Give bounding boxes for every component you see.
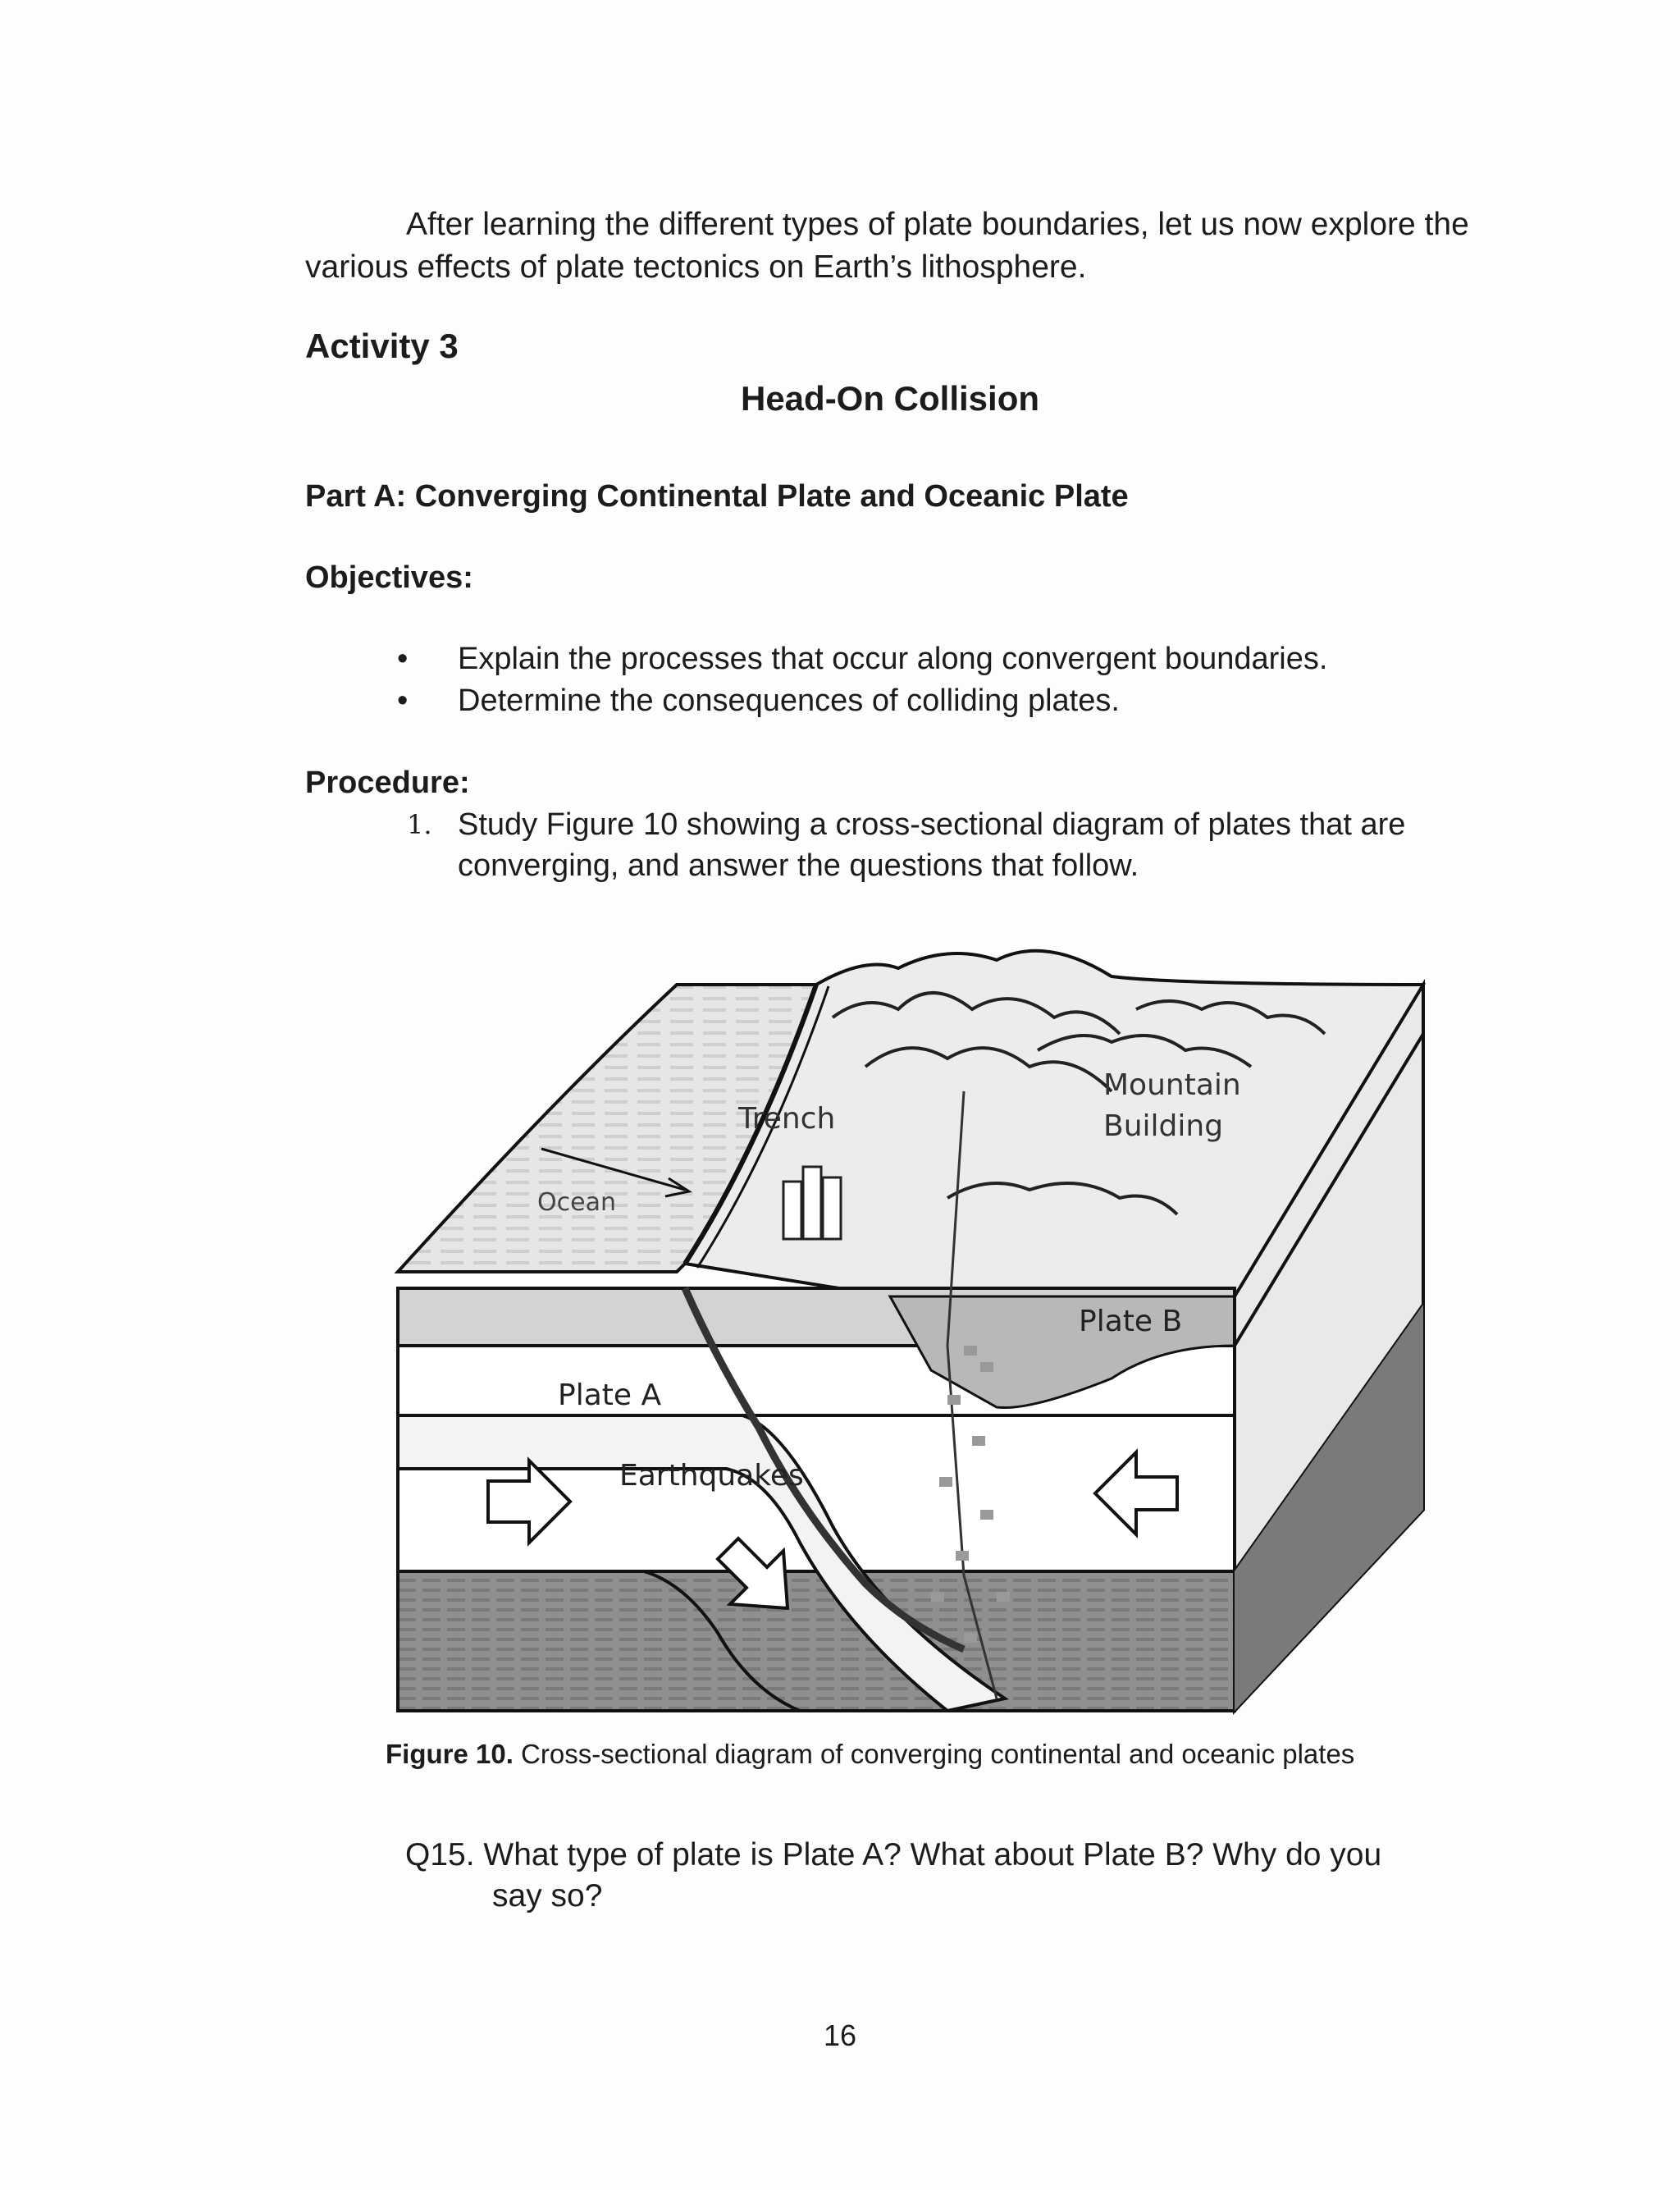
list-item: • Determine the consequences of colliding plates. <box>397 680 1327 722</box>
question-line-1: Q15. What type of plate is Plate A? What about Plate B? Why do you <box>405 1837 1382 1872</box>
activity-title: Head-On Collision <box>740 379 1039 418</box>
label-trench: Trench <box>738 1102 836 1136</box>
list-item: • Explain the processes that occur along convergent boundaries. <box>397 638 1327 680</box>
intro-paragraph: After learning the different types of plate boundaries, let us now explore the various effects of plate tectonics on Earth’s lithosphere. <box>305 207 1469 285</box>
label-plate-b: Plate B <box>1079 1305 1183 1338</box>
activity-label: Activity 3 <box>305 327 459 365</box>
label-ocean: Ocean <box>537 1188 616 1217</box>
figure-caption <box>386 1739 1354 1770</box>
caption-label: Figure 10. <box>386 1739 514 1769</box>
objectives-heading: Objectives: <box>305 560 473 595</box>
question-line-2: say so? <box>492 1878 603 1913</box>
label-mountain: Mountain <box>1103 1068 1241 1102</box>
label-building: Building <box>1103 1109 1224 1143</box>
procedure-heading: Procedure: <box>305 766 470 800</box>
step-text: Study Figure 10 showing a cross-sectional diagram of plates that are converging, and answer the questions that follow. <box>458 807 1406 883</box>
bullet-icon: • <box>397 642 409 676</box>
procedure-step <box>407 804 1506 886</box>
objectives-list <box>397 638 1327 722</box>
question-q15 <box>405 1835 1488 1917</box>
figure-10-diagram <box>373 935 1431 1715</box>
part-a-heading: Part A: Converging Continental Plate and Oceanic Plate <box>305 479 1129 514</box>
caption-text: Cross-sectional diagram of converging continental and oceanic plates <box>513 1739 1355 1769</box>
page-number: 16 <box>823 2019 857 2052</box>
label-plate-a: Plate A <box>558 1378 662 1412</box>
step-number: 1. <box>407 809 432 840</box>
asthenosphere-layer <box>398 1571 1235 1711</box>
label-earthquakes: Earthquakes <box>619 1459 804 1493</box>
bullet-icon: • <box>397 684 409 718</box>
